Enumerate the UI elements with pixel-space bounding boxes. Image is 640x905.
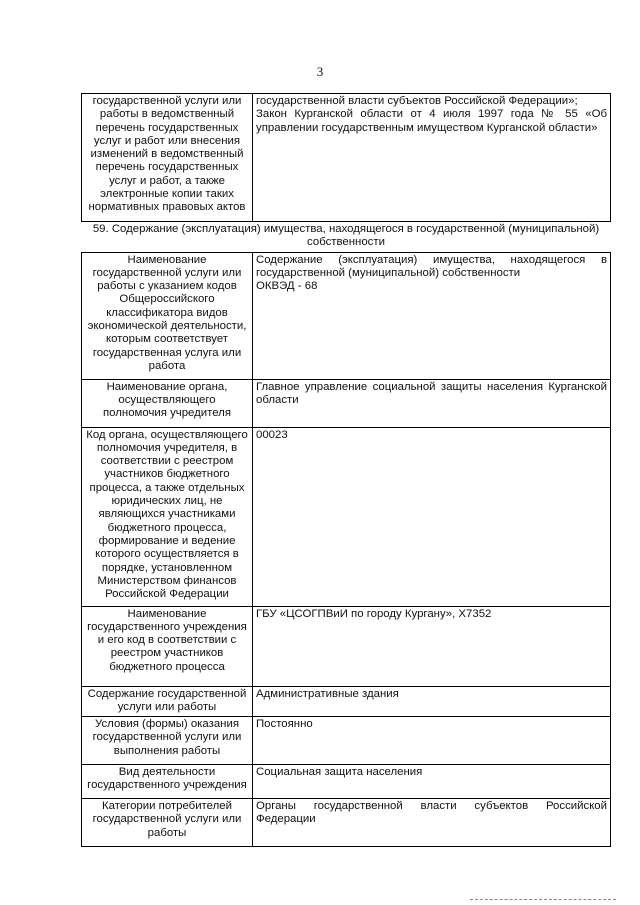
row-value: Административные здания: [253, 686, 611, 717]
row-value: [253, 94, 611, 222]
page-edge-mark: [470, 899, 616, 900]
table-row: [82, 717, 611, 765]
row-value-line: Закон Курганской области от 4 июля 1997 года № 55 «Об управлении государственным имуществом Курганской области»: [256, 108, 607, 134]
section-title: 59. Содержание (эксплуатация) имущества, находящегося в государственной (муниципальной) собственности: [82, 222, 611, 253]
row-label: Содержание государственной услуги или работы: [82, 686, 253, 717]
table-row: [82, 427, 611, 606]
row-value: ГБУ «ЦСОГПВиИ по городу Кургану», Х7352: [253, 606, 611, 686]
page-number: 3: [316, 64, 324, 79]
row-label: Категории потребителей государственной услуги или работы: [82, 799, 253, 847]
row-value-line: ОКВЭД - 68: [256, 280, 318, 293]
table-row: [82, 379, 611, 427]
table-row: [82, 94, 611, 222]
row-value: Социальная защита населения: [253, 765, 611, 799]
row-value: Главное управление социальной защиты населения Курганской области: [253, 379, 611, 427]
table-row: [82, 686, 611, 717]
row-label: Наименование государственной услуги или работы с указанием кодов Общероссийского классификатора видов экономической деятельности, которым соответствует государственная услуга или работа: [82, 252, 253, 379]
row-label: Условия (формы) оказания государственной услуги или выполнения работы: [82, 717, 253, 765]
row-label: Наименование государственного учреждения и его код в соответствии с реестром участников бюджетного процесса: [82, 606, 253, 686]
services-table: [81, 93, 611, 847]
row-value: Органы государственной власти субъектов Российской Федерации: [253, 799, 611, 847]
row-value: [253, 252, 611, 379]
table-row: [82, 765, 611, 799]
table-row: [82, 252, 611, 379]
row-label: Вид деятельности государственного учреждения: [82, 765, 253, 799]
row-label: Код органа, осуществляющего полномочия учредителя, в соответствии с реестром участников бюджетного процесса, а также отдельных юридических лиц, не являющихся участниками бюджетного процесса, формирование и ведение которого осуществляется в порядке, установленном Министерством финансов Российской Федерации: [82, 427, 253, 606]
row-value: Постоянно: [253, 717, 611, 765]
table-row: [82, 606, 611, 686]
row-label: Наименование органа, осуществляющего полномочия учредителя: [82, 379, 253, 427]
row-value: 00023: [253, 427, 611, 606]
section-heading-row: [82, 222, 611, 253]
row-label: государственной услуги или работы в ведомственный перечень государственных услуг и работ или внесения изменений в ведомственный перечень государственных услуг и работ, а также электронные копии таких нормативных правовых актов: [82, 94, 253, 222]
row-value-line: государственной власти субъектов Российской Федерации»;: [256, 95, 578, 107]
row-value-line: Содержание (эксплуатация) имущества, находящегося в государственной (муниципальной) собственности: [256, 253, 607, 279]
table-row: [82, 799, 611, 847]
